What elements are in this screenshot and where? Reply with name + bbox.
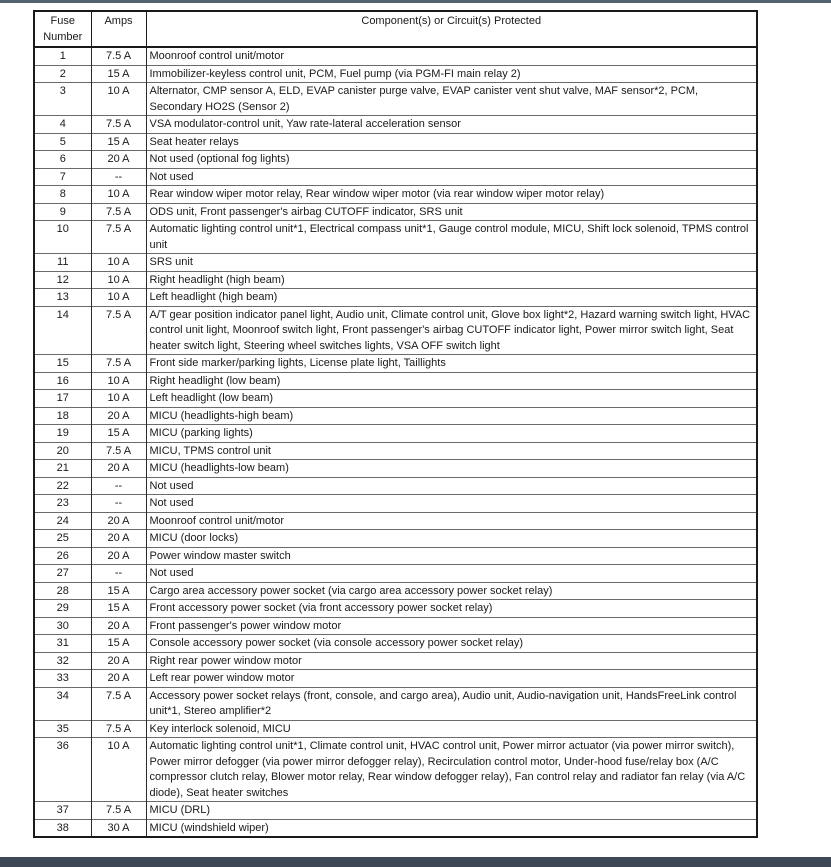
table-row <box>34 477 757 495</box>
amps-cell: -- <box>91 565 146 583</box>
circuit-cell: ODS unit, Front passenger's airbag CUTOFF indicator, SRS unit <box>146 203 757 221</box>
circuit-cell: Left rear power window motor <box>146 670 757 688</box>
table-row <box>34 687 757 720</box>
circuit-cell: MICU (DRL) <box>146 802 757 820</box>
circuit-cell: Front passenger's power window motor <box>146 617 757 635</box>
amps-cell: 7.5 A <box>91 802 146 820</box>
table-row <box>34 372 757 390</box>
circuit-cell: Moonroof control unit/motor <box>146 47 757 65</box>
circuit-cell: MICU (windshield wiper) <box>146 819 757 837</box>
fuse-number-cell: 26 <box>34 547 91 565</box>
amps-cell: 20 A <box>91 547 146 565</box>
amps-cell: 7.5 A <box>91 116 146 134</box>
table-row <box>34 600 757 618</box>
table-row <box>34 425 757 443</box>
table-row <box>34 565 757 583</box>
fuse-number-cell: 6 <box>34 151 91 169</box>
fuse-number-cell: 9 <box>34 203 91 221</box>
fuse-number-cell: 3 <box>34 83 91 116</box>
amps-cell: 7.5 A <box>91 203 146 221</box>
amps-cell: 20 A <box>91 151 146 169</box>
circuit-cell: Not used <box>146 495 757 513</box>
amps-cell: 15 A <box>91 600 146 618</box>
circuit-cell: MICU (parking lights) <box>146 425 757 443</box>
amps-cell: -- <box>91 168 146 186</box>
circuit-cell: MICU, TPMS control unit <box>146 442 757 460</box>
header-amps: Amps <box>91 11 146 47</box>
fuse-number-cell: 30 <box>34 617 91 635</box>
fuse-number-cell: 4 <box>34 116 91 134</box>
table-row <box>34 254 757 272</box>
circuit-cell: Right headlight (high beam) <box>146 271 757 289</box>
circuit-cell: Right headlight (low beam) <box>146 372 757 390</box>
circuit-cell: A/T gear position indicator panel light, Audio unit, Climate control unit, Glove box light*2, Hazard warning switch light, HVAC control unit light, Moonroof switch light, Front passenger's airbag CUTOFF indicator light, Power mirror switch light, Seat heater switch light, Steering wheel switches lights, VSA OFF switch light <box>146 306 757 355</box>
fuse-number-cell: 13 <box>34 289 91 307</box>
table-row <box>34 221 757 254</box>
circuit-cell: Key interlock solenoid, MICU <box>146 720 757 738</box>
table-row <box>34 151 757 169</box>
top-border-line <box>0 0 831 3</box>
table-row <box>34 819 757 837</box>
table-row <box>34 390 757 408</box>
table-row <box>34 670 757 688</box>
table-row <box>34 738 757 802</box>
fuse-number-cell: 38 <box>34 819 91 837</box>
table-row <box>34 65 757 83</box>
table-row <box>34 635 757 653</box>
fuse-number-cell: 11 <box>34 254 91 272</box>
amps-cell: 10 A <box>91 254 146 272</box>
table-row <box>34 512 757 530</box>
circuit-cell: Seat heater relays <box>146 133 757 151</box>
amps-cell: -- <box>91 477 146 495</box>
table-row <box>34 582 757 600</box>
header-row <box>34 11 757 47</box>
fuse-number-cell: 7 <box>34 168 91 186</box>
amps-cell: 15 A <box>91 635 146 653</box>
circuit-cell: Alternator, CMP sensor A, ELD, EVAP canister purge valve, EVAP canister vent shut valve, MAF sensor*2, PCM, Secondary HO2S (Sensor 2) <box>146 83 757 116</box>
circuit-cell: Accessory power socket relays (front, console, and cargo area), Audio unit, Audio-navigation unit, HandsFreeLink control unit*1, Stereo amplifier*2 <box>146 687 757 720</box>
amps-cell: 15 A <box>91 65 146 83</box>
table-row <box>34 442 757 460</box>
fuse-number-cell: 21 <box>34 460 91 478</box>
fuse-number-cell: 31 <box>34 635 91 653</box>
circuit-cell: Not used <box>146 477 757 495</box>
circuit-cell: Left headlight (low beam) <box>146 390 757 408</box>
circuit-cell: Not used (optional fog lights) <box>146 151 757 169</box>
amps-cell: 10 A <box>91 738 146 802</box>
fuse-number-cell: 27 <box>34 565 91 583</box>
amps-cell: 30 A <box>91 819 146 837</box>
amps-cell: 10 A <box>91 289 146 307</box>
fuse-number-cell: 17 <box>34 390 91 408</box>
circuit-cell: Automatic lighting control unit*1, Climate control unit, HVAC control unit, Power mirror actuator (via power mirror switch), Power mirror defogger (via power mirror defogger relay), Recirculation control motor, Under-hood fuse/relay box (A/C compressor clutch relay, Blower motor relay, Rear window defogger relay), Fan control relay and radiator fan relay (via A/C diode), Seat heater switches <box>146 738 757 802</box>
fuse-number-cell: 29 <box>34 600 91 618</box>
fuse-number-cell: 19 <box>34 425 91 443</box>
fuse-number-cell: 1 <box>34 47 91 65</box>
fuse-number-cell: 2 <box>34 65 91 83</box>
table-row <box>34 802 757 820</box>
circuit-cell: MICU (headlights-high beam) <box>146 407 757 425</box>
table-row <box>34 168 757 186</box>
amps-cell: 20 A <box>91 460 146 478</box>
circuit-cell: Cargo area accessory power socket (via cargo area accessory power socket relay) <box>146 582 757 600</box>
circuit-cell: Right rear power window motor <box>146 652 757 670</box>
header-fuse-number: Fuse Number <box>34 11 91 47</box>
table-row <box>34 530 757 548</box>
amps-cell: 7.5 A <box>91 221 146 254</box>
bottom-border-bar <box>0 857 831 867</box>
header-circuits-protected: Component(s) or Circuit(s) Protected <box>146 11 757 47</box>
circuit-cell: Power window master switch <box>146 547 757 565</box>
amps-cell: 15 A <box>91 425 146 443</box>
fuse-number-cell: 14 <box>34 306 91 355</box>
fuse-number-cell: 35 <box>34 720 91 738</box>
table-row <box>34 495 757 513</box>
table-row <box>34 186 757 204</box>
table-row <box>34 203 757 221</box>
circuit-cell: Immobilizer-keyless control unit, PCM, Fuel pump (via PGM-FI main relay 2) <box>146 65 757 83</box>
amps-cell: 20 A <box>91 407 146 425</box>
amps-cell: 20 A <box>91 617 146 635</box>
table-row <box>34 83 757 116</box>
amps-cell: 20 A <box>91 670 146 688</box>
amps-cell: 20 A <box>91 512 146 530</box>
table-row <box>34 289 757 307</box>
circuit-cell: Front side marker/parking lights, License plate light, Taillights <box>146 355 757 373</box>
fuse-number-cell: 34 <box>34 687 91 720</box>
fuse-number-cell: 5 <box>34 133 91 151</box>
amps-cell: 10 A <box>91 83 146 116</box>
circuit-cell: Rear window wiper motor relay, Rear window wiper motor (via rear window wiper motor relay) <box>146 186 757 204</box>
amps-cell: 7.5 A <box>91 720 146 738</box>
fuse-number-cell: 8 <box>34 186 91 204</box>
amps-cell: 10 A <box>91 271 146 289</box>
fuse-number-cell: 15 <box>34 355 91 373</box>
circuit-cell: SRS unit <box>146 254 757 272</box>
fuse-number-cell: 18 <box>34 407 91 425</box>
circuit-cell: Left headlight (high beam) <box>146 289 757 307</box>
circuit-cell: Front accessory power socket (via front accessory power socket relay) <box>146 600 757 618</box>
fuse-number-cell: 32 <box>34 652 91 670</box>
amps-cell: 7.5 A <box>91 687 146 720</box>
fuse-number-cell: 20 <box>34 442 91 460</box>
table-row <box>34 547 757 565</box>
table-row <box>34 47 757 65</box>
amps-cell: 7.5 A <box>91 355 146 373</box>
circuit-cell: Automatic lighting control unit*1, Electrical compass unit*1, Gauge control module, MICU, Shift lock solenoid, TPMS control unit <box>146 221 757 254</box>
fuse-number-cell: 23 <box>34 495 91 513</box>
fuse-number-cell: 24 <box>34 512 91 530</box>
table-body <box>34 47 757 837</box>
amps-cell: -- <box>91 495 146 513</box>
circuit-cell: VSA modulator-control unit, Yaw rate-lateral acceleration sensor <box>146 116 757 134</box>
fuse-number-cell: 22 <box>34 477 91 495</box>
table-row <box>34 116 757 134</box>
circuit-cell: MICU (headlights-low beam) <box>146 460 757 478</box>
fuse-number-cell: 25 <box>34 530 91 548</box>
fuse-number-cell: 10 <box>34 221 91 254</box>
fuse-number-cell: 36 <box>34 738 91 802</box>
amps-cell: 15 A <box>91 582 146 600</box>
table-row <box>34 617 757 635</box>
amps-cell: 10 A <box>91 372 146 390</box>
table-row <box>34 133 757 151</box>
fuse-number-cell: 12 <box>34 271 91 289</box>
amps-cell: 20 A <box>91 652 146 670</box>
amps-cell: 7.5 A <box>91 47 146 65</box>
fuse-number-cell: 33 <box>34 670 91 688</box>
table-row <box>34 355 757 373</box>
fuse-number-cell: 28 <box>34 582 91 600</box>
fuse-number-cell: 37 <box>34 802 91 820</box>
circuit-cell: Not used <box>146 565 757 583</box>
amps-cell: 10 A <box>91 186 146 204</box>
table-row <box>34 407 757 425</box>
amps-cell: 10 A <box>91 390 146 408</box>
fuse-number-cell: 16 <box>34 372 91 390</box>
fuse-box-table <box>33 10 758 838</box>
amps-cell: 15 A <box>91 133 146 151</box>
table-row <box>34 460 757 478</box>
amps-cell: 7.5 A <box>91 442 146 460</box>
circuit-cell: Not used <box>146 168 757 186</box>
circuit-cell: MICU (door locks) <box>146 530 757 548</box>
amps-cell: 20 A <box>91 530 146 548</box>
circuit-cell: Console accessory power socket (via console accessory power socket relay) <box>146 635 757 653</box>
circuit-cell: Moonroof control unit/motor <box>146 512 757 530</box>
table-row <box>34 306 757 355</box>
table-row <box>34 720 757 738</box>
table-row <box>34 271 757 289</box>
amps-cell: 7.5 A <box>91 306 146 355</box>
table-row <box>34 652 757 670</box>
